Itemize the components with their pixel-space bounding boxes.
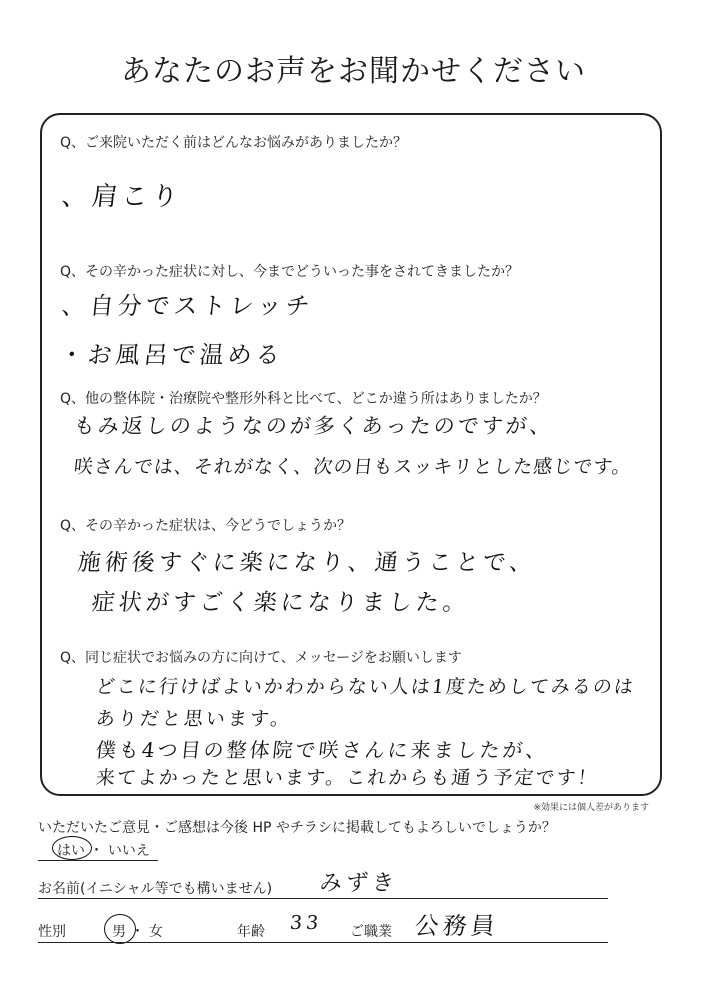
bottom-underline (38, 942, 608, 943)
answer-5-line-3: 僕も4つ目の整体院で咲さんに来ましたが、 (94, 738, 550, 762)
name-value: みずき (318, 871, 400, 896)
consent-options: はい ・ いいえ (57, 843, 150, 859)
gender-label: 性別 (38, 924, 66, 940)
answer-3-line-2: 咲さんでは、それがなく、次の日もスッキリとした感じです。 (72, 456, 633, 478)
gender-options: 男 ・ 女 (112, 924, 163, 940)
consent-question: いただいたご意見・ご感想は今後 HP やチラシに掲載してもよろしいでしょうか？ (38, 820, 556, 836)
answer-2-line-1: 、自分でストレッチ (60, 292, 315, 320)
job-label: ご職業 (350, 924, 392, 940)
answer-4-line-1: 施術後すぐに楽になり、通うことで、 (76, 550, 538, 576)
answer-1-line-1: 、肩こり (60, 182, 184, 212)
job-value: 公務員 (413, 912, 501, 940)
page-title: あなたのお声をお聞かせください (121, 54, 586, 89)
answer-5-line-4: 来てよかったと思います。これからも通う予定です！ (94, 767, 600, 789)
answer-4-line-2: 症状がすごく楽になりました。 (90, 590, 472, 616)
question-4: Q、その辛かった症状は、今どうでしょうか？ (60, 518, 352, 534)
gender-male-circle (104, 914, 136, 944)
question-3: Q、他の整体院・治療院や整形外科と比べて、どこか違う所はありましたか？ (60, 391, 547, 407)
question-5: Q、同じ症状でお悩みの方に向けて、メッセージをお願いします (60, 650, 462, 666)
consent-yes-circle (52, 836, 92, 860)
answer-3-line-1: もみ返しのようなのが多くあったのですが、 (72, 414, 555, 438)
question-1: Q、ご来院いただく前はどんなお悩みがありましたか？ (60, 135, 408, 151)
answer-2-line-2: ・お風呂で温める (58, 341, 286, 369)
answer-5-line-2: ありだと思います。 (94, 708, 294, 730)
age-value: 33 (288, 912, 324, 934)
disclaimer-note: ※効果には個人差があります (533, 803, 649, 813)
consent-underline (38, 860, 158, 861)
name-underline (38, 898, 608, 899)
answer-5-line-1: どこに行けばよいかわからない人は1度ためしてみるのは (94, 676, 637, 698)
age-label: 年齢 (237, 924, 265, 940)
name-label: お名前(イニシャル等でも構いません) (38, 881, 273, 897)
question-2: Q、その辛かった症状に対し、今までどういった事をされてきましたか？ (60, 264, 520, 280)
